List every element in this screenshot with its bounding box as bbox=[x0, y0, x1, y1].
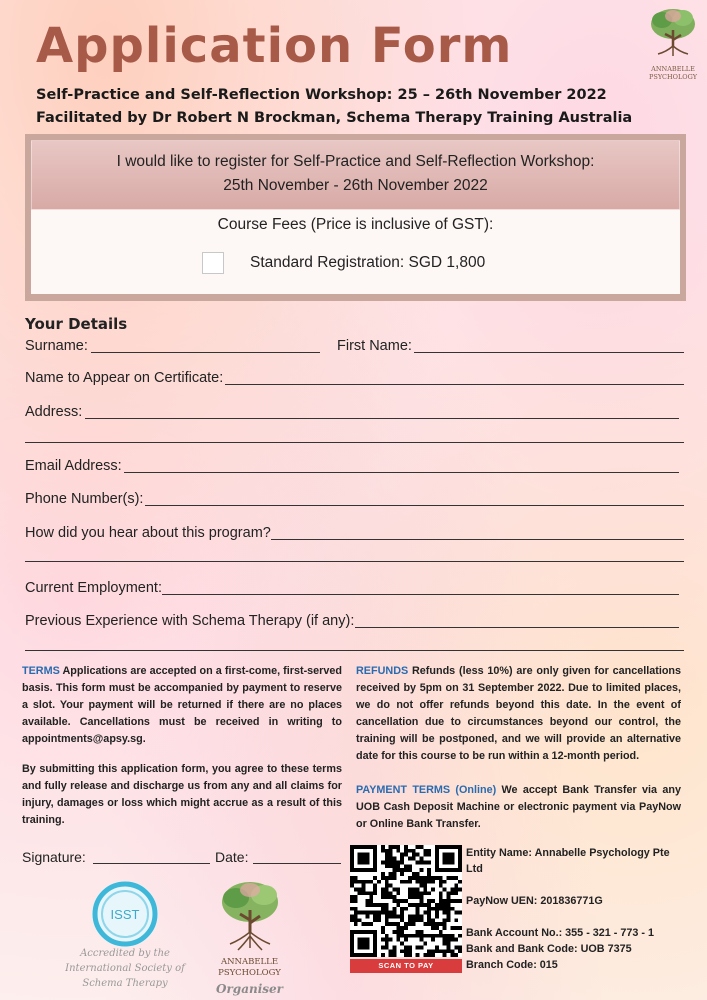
refunds-section bbox=[356, 663, 681, 765]
tree-icon bbox=[648, 8, 698, 60]
experience-field-line-2[interactable] bbox=[25, 650, 684, 651]
refunds-heading: REFUNDS bbox=[356, 665, 409, 677]
bank-account: Bank Account No.: 355 - 321 - 773 - 1 bbox=[466, 927, 655, 939]
surname-label: Surname: bbox=[25, 338, 88, 354]
isst-badge-text: ISST bbox=[110, 907, 140, 922]
experience-label: Previous Experience with Schema Therapy (if any): bbox=[25, 613, 355, 629]
payment-heading: PAYMENT TERMS (Online) bbox=[356, 784, 497, 796]
logo-text-2: PSYCHOLOGY bbox=[649, 73, 697, 81]
standard-registration-label: Standard Registration: SGD 1,800 bbox=[250, 254, 486, 271]
standard-registration-checkbox[interactable] bbox=[202, 252, 224, 274]
phone-label: Phone Number(s): bbox=[25, 491, 144, 507]
payment-body: We accept Bank Transfer via any UOB Cash Deposit Machine or electronic payment via PayNow or Online Bank Transfer. bbox=[356, 784, 681, 830]
organiser-logo-text-2: PSYCHOLOGY bbox=[218, 968, 281, 978]
registration-line-1: I would like to register for Self-Practice and Self-Reflection Workshop: bbox=[116, 153, 595, 170]
page-title: Application Form bbox=[36, 18, 513, 74]
organiser-logo bbox=[212, 880, 287, 996]
organiser-logo-text-1: ANNABELLE bbox=[220, 957, 279, 967]
logo-text-1: ANNABELLE bbox=[651, 65, 695, 73]
fees-label: Course Fees (Price is inclusive of GST): bbox=[217, 216, 494, 233]
email-label: Email Address: bbox=[25, 458, 122, 474]
payment-section bbox=[356, 782, 681, 833]
paynow-uen: PayNow UEN: 201836771G bbox=[466, 895, 603, 907]
certificate-name-field[interactable] bbox=[225, 384, 684, 385]
address-label: Address: bbox=[25, 404, 83, 420]
address-field[interactable] bbox=[85, 418, 679, 419]
isst-line-2: International Society of bbox=[65, 963, 185, 974]
surname-field[interactable] bbox=[91, 352, 320, 353]
your-details-heading: Your Details bbox=[25, 315, 128, 333]
signature-field[interactable] bbox=[93, 863, 210, 864]
terms-agreement: By submitting this application form, you agree to these terms and fully release and discharge us from any and all claims for injury, damages or loss which might accrue as a result of this training. bbox=[22, 763, 342, 826]
referral-field-line-2[interactable] bbox=[25, 561, 684, 562]
bank-code: Bank and Bank Code: UOB 7375 bbox=[466, 943, 632, 955]
annabelle-logo bbox=[642, 8, 704, 81]
referral-field[interactable] bbox=[271, 539, 684, 540]
scan-to-pay-label: SCAN TO PAY bbox=[350, 959, 462, 973]
registration-box bbox=[25, 134, 686, 301]
facilitator-subtitle: Facilitated by Dr Robert N Brockman, Schema Therapy Training Australia bbox=[36, 110, 633, 126]
organiser-label: Organiser bbox=[216, 982, 283, 996]
first-name-label: First Name: bbox=[337, 338, 412, 354]
terms-section bbox=[22, 663, 342, 748]
qr-code-icon[interactable] bbox=[350, 845, 462, 957]
employment-label: Current Employment: bbox=[25, 580, 162, 596]
workshop-subtitle: Self-Practice and Self-Reflection Workshop: 25 – 26th November 2022 bbox=[36, 87, 607, 103]
address-field-line-2[interactable] bbox=[25, 442, 684, 443]
referral-label: How did you hear about this program? bbox=[25, 525, 271, 541]
date-label: Date: bbox=[215, 849, 249, 865]
signature-label: Signature: bbox=[22, 849, 86, 865]
terms-body: Applications are accepted on a first-come, first-served basis. This form must be accompanied by payment to reserve a slot. Your payment will be returned if there are no places available. Cancellations must be received in writing to appointments@apsy.sg. bbox=[22, 665, 342, 745]
branch-code: Branch Code: 015 bbox=[466, 959, 558, 971]
date-field[interactable] bbox=[253, 863, 341, 864]
registration-line-2: 25th November - 26th November 2022 bbox=[223, 177, 488, 194]
fees-panel bbox=[31, 210, 680, 294]
isst-badge-icon bbox=[90, 879, 160, 949]
refunds-body: Refunds (less 10%) are only given for cancellations received by 5pm on 31 September 2022. Due to limited places, we do not offer refunds beyond this date. In the event of cancellation due to circumstances beyond our control, the training will be postponed, and we will provide an alternative date for this course to be run within a 12-month period. bbox=[356, 665, 682, 762]
entity-name: Entity Name: Annabelle Psychology Pte Ltd bbox=[466, 847, 670, 875]
isst-accreditation bbox=[50, 946, 200, 991]
employment-field[interactable] bbox=[162, 594, 679, 595]
first-name-field[interactable] bbox=[414, 352, 684, 353]
tree-icon bbox=[218, 880, 282, 952]
isst-line-1: Accredited by the bbox=[80, 948, 170, 959]
certificate-name-label: Name to Appear on Certificate: bbox=[25, 370, 224, 386]
terms-heading: TERMS bbox=[22, 665, 60, 677]
phone-field[interactable] bbox=[145, 505, 684, 506]
experience-field[interactable] bbox=[355, 627, 679, 628]
email-field[interactable] bbox=[124, 472, 679, 473]
registration-header bbox=[31, 140, 680, 210]
isst-line-3: Schema Therapy bbox=[82, 978, 168, 989]
